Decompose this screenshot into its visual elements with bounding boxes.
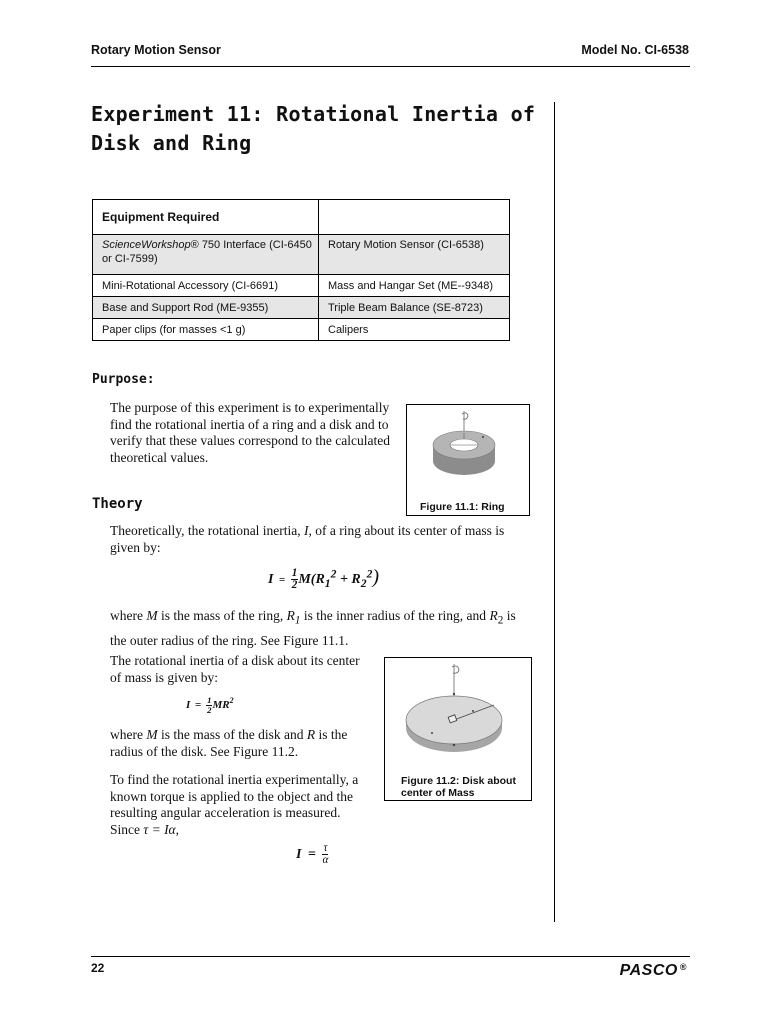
text-span: , of a ring about its center of mass is given by: — [110, 523, 505, 555]
eq-denominator: 2 — [291, 579, 298, 592]
eq-term: + R — [336, 572, 361, 587]
pasco-logo — [620, 962, 687, 980]
theory-paragraph-disk: The rotational inertia of a disk about its center of mass is given by: — [110, 653, 360, 685]
variable-r1-sub: 1 — [294, 614, 301, 627]
purpose-paragraph: The purpose of this experiment is to experimentally find the rotational inertia of a ring and a disk and to verify that these values correspond to the calculated theoretical values. — [110, 400, 391, 465]
variable-r2: R — [489, 608, 498, 623]
variable-r1: R — [286, 608, 295, 623]
variable-i: I — [304, 523, 309, 538]
equipment-brand: ScienceWorkshop — [102, 239, 191, 251]
eq-lhs: I — [268, 572, 274, 587]
disk-inertia-equation — [186, 696, 234, 715]
header-divider — [91, 66, 690, 67]
disk-illustration — [385, 658, 531, 770]
figure-ring-caption: Figure 11.1: Ring — [420, 501, 505, 513]
eq-denominator: 2 — [207, 704, 212, 715]
header-title: Rotary Motion Sensor — [91, 43, 221, 57]
eq-paren: ) — [372, 566, 380, 588]
equipment-heading: Equipment Required — [93, 200, 319, 235]
eq-numerator: 1 — [207, 695, 212, 705]
equipment-cell: Paper clips (for masses <1 g) — [93, 319, 319, 341]
purpose-heading: Purpose: — [92, 372, 155, 387]
equipment-table-header — [93, 200, 510, 235]
registered-mark: ® — [679, 962, 687, 972]
variable-m: M — [146, 608, 158, 623]
equipment-cell: Triple Beam Balance (SE-8723) — [319, 297, 510, 319]
eq-equals: = — [195, 698, 202, 711]
page-title: Experiment 11: Rotational Inertia of Disk and Ring — [91, 102, 536, 155]
header-model-number: Model No. CI-6538 — [581, 43, 689, 57]
variable-m: M — [146, 727, 158, 742]
eq-superscript: 2 — [366, 567, 373, 581]
equipment-table — [92, 199, 510, 341]
theory-paragraph-ring-vars — [110, 606, 530, 651]
eq-equals: = — [278, 574, 286, 586]
variable-r2-sub: 2 — [497, 614, 504, 627]
text-span: is the radius of the disk. See Figure 11.2. — [110, 727, 348, 759]
page-number: 22 — [91, 961, 105, 975]
eq-superscript: 2 — [229, 696, 234, 706]
theory-paragraph-disk-vars — [110, 727, 372, 760]
equipment-cell: Mass and Hangar Set (ME--9348) — [319, 275, 510, 297]
eq-fraction — [322, 843, 328, 866]
ring-illustration — [407, 405, 529, 501]
text-span: Theoretically, the rotational inertia, — [110, 523, 305, 538]
equipment-cell: Calipers — [319, 319, 510, 341]
text-span: where — [110, 727, 147, 742]
table-row — [93, 235, 510, 275]
ring-inertia-equation — [268, 566, 379, 591]
eq-numerator: τ — [323, 842, 328, 854]
eq-denominator: α — [322, 854, 329, 867]
eq-lhs: I — [296, 846, 302, 862]
equipment-heading-blank — [319, 200, 510, 235]
eq-subscript: 2 — [360, 576, 367, 590]
eq-superscript: 2 — [330, 567, 337, 581]
equipment-text: ® 750 Interface (CI-6450 or CI-7599) — [102, 239, 312, 265]
theory-paragraph-ring — [110, 523, 520, 556]
eq-term: M(R — [298, 572, 325, 587]
logo-text: PASCO — [619, 962, 678, 979]
equipment-cell: Base and Support Rod (ME-9355) — [93, 297, 319, 319]
footer-divider — [91, 956, 690, 957]
text-span: To find the rotational inertia experimentally, a known torque is applied to the object and the resulting angular acceleration is measured. Since — [110, 772, 359, 837]
eq-equals: = — [307, 846, 316, 862]
eq-numerator: 1 — [291, 567, 298, 580]
figure-ring — [406, 404, 530, 516]
equipment-cell: Mini-Rotational Accessory (CI-6691) — [93, 275, 319, 297]
theory-paragraph-experiment — [110, 772, 372, 838]
torque-relation: τ = Iα — [143, 821, 176, 837]
text-span: where — [110, 608, 147, 623]
table-row — [93, 297, 510, 319]
equipment-cell — [93, 235, 319, 275]
inertia-torque-equation — [296, 843, 328, 866]
text-span: , — [175, 821, 180, 837]
text-span: is the inner radius of the ring, and — [300, 608, 490, 623]
variable-r: R — [306, 727, 316, 742]
theory-heading: Theory — [92, 496, 143, 512]
figure-disk — [384, 657, 532, 801]
table-row — [93, 319, 510, 341]
text-span: is the outer radius of the ring. See Figure 11.1. — [110, 608, 516, 648]
eq-term: MR — [212, 698, 230, 711]
figure-disk-caption: Figure 11.2: Disk about center of Mass — [401, 775, 516, 799]
eq-subscript: 1 — [324, 576, 331, 590]
margin-rule — [554, 102, 555, 922]
text-span: is the mass of the ring, — [157, 608, 287, 623]
table-row — [93, 275, 510, 297]
eq-lhs: I — [186, 698, 191, 711]
text-span: is the mass of the disk and — [157, 727, 307, 742]
equipment-cell: Rotary Motion Sensor (CI-6538) — [319, 235, 510, 275]
